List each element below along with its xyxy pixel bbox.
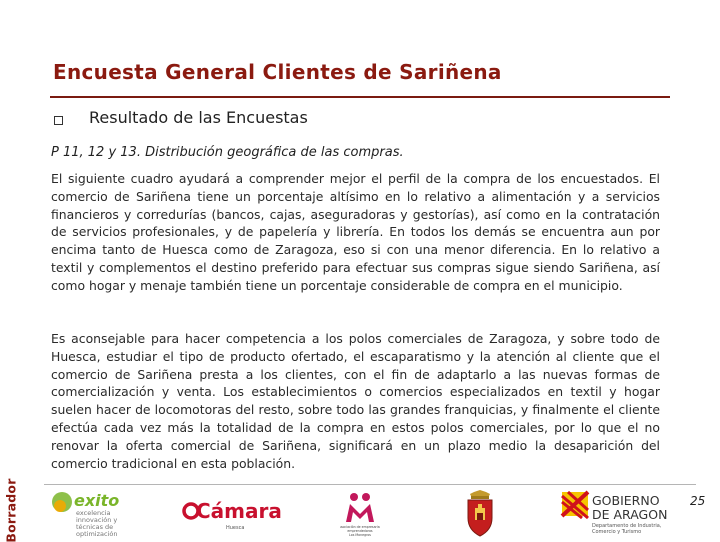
exito-name: exito — [74, 491, 120, 510]
paragraph-1: El siguiente cuadro ayudará a comprender mejor el perfil de la compra de los encuestados. El comercio de Sariñena tiene un porcentaje altísimo en lo relativo a alimentación y a servicios financieros y corredurías (bancos, cajas, aseguradoras y gestorías), así como en la contratación de servicios profesionales, y de papelería y librería. En todos los demás se encuentra aun por encima tanto de Huesca como de Zaragoza, eso si con una menor diferencia. En lo relativo a textil y complementos el destino preferido para efectuar sus compras sigue siendo Sariñena, así como hogar y menaje también tiene un porcentaje considerable de compra en el municipio. — [51, 171, 660, 293]
page-title: Encuesta General Clientes de Sariñena — [53, 60, 502, 84]
empresarias-line-1: Asociación de empresarias — [340, 525, 380, 529]
draft-stamp — [0, 477, 22, 542]
camara-name: Cámara — [196, 499, 282, 523]
bullet-square-icon — [54, 116, 63, 125]
aragon-dept-1: Departamento de Industria, — [592, 523, 662, 529]
draft-label: Borrador — [3, 477, 19, 542]
coat-of-arms-icon — [462, 490, 498, 538]
exito-line-4: optimización — [76, 530, 118, 538]
aragon-dept-2: Comercio y Turismo — [592, 529, 642, 535]
gobierno-aragon-logo — [560, 488, 680, 538]
title-divider — [50, 96, 670, 98]
empresarias-logo — [340, 488, 380, 538]
page-number: 25 — [690, 494, 706, 508]
exito-logo — [50, 488, 140, 538]
empresarias-line-3: Los Monegros — [349, 533, 371, 537]
camara-logo — [182, 492, 282, 532]
exito-line-3: técnicas de — [76, 523, 114, 531]
exito-line-2: innovación y — [76, 516, 118, 524]
section-subtitle: Resultado de las Encuestas — [89, 108, 308, 127]
camara-sub: Huesca — [226, 525, 245, 531]
empresarias-line-2: emprendedoras — [347, 529, 373, 533]
aragon-line-1: GOBIERNO — [592, 493, 660, 508]
exito-line-1: excelencia — [76, 509, 111, 517]
paragraph-2: Es aconsejable para hacer competencia a los polos comerciales de Zaragoza, y sobre todo de Huesca, estudiar el tipo de producto ofertado, el escaparatismo y la atención al cliente que el comercio de Sariñena presta a los clientes, con el fin de adaptarlo a las nuevas formas de comercialización y venta. Los establecimientos o comercios especializados en textil y hogar suelen hacer de locomotoras del resto, sobre todo las grandes franquicias, y finalmente el cliente efectúa cada vez más la totalidad de la compra en estos polos comerciales, por lo que el no renovar la oferta comercial de Sariñena, significará en un plazo medio la desaparición del comercio tradicional en esta población. — [51, 331, 660, 471]
aragon-line-2: DE ARAGON — [592, 507, 668, 522]
footer-divider — [44, 484, 696, 485]
question-heading: P 11, 12 y 13. Distribución geográfica de las compras. — [51, 145, 404, 160]
